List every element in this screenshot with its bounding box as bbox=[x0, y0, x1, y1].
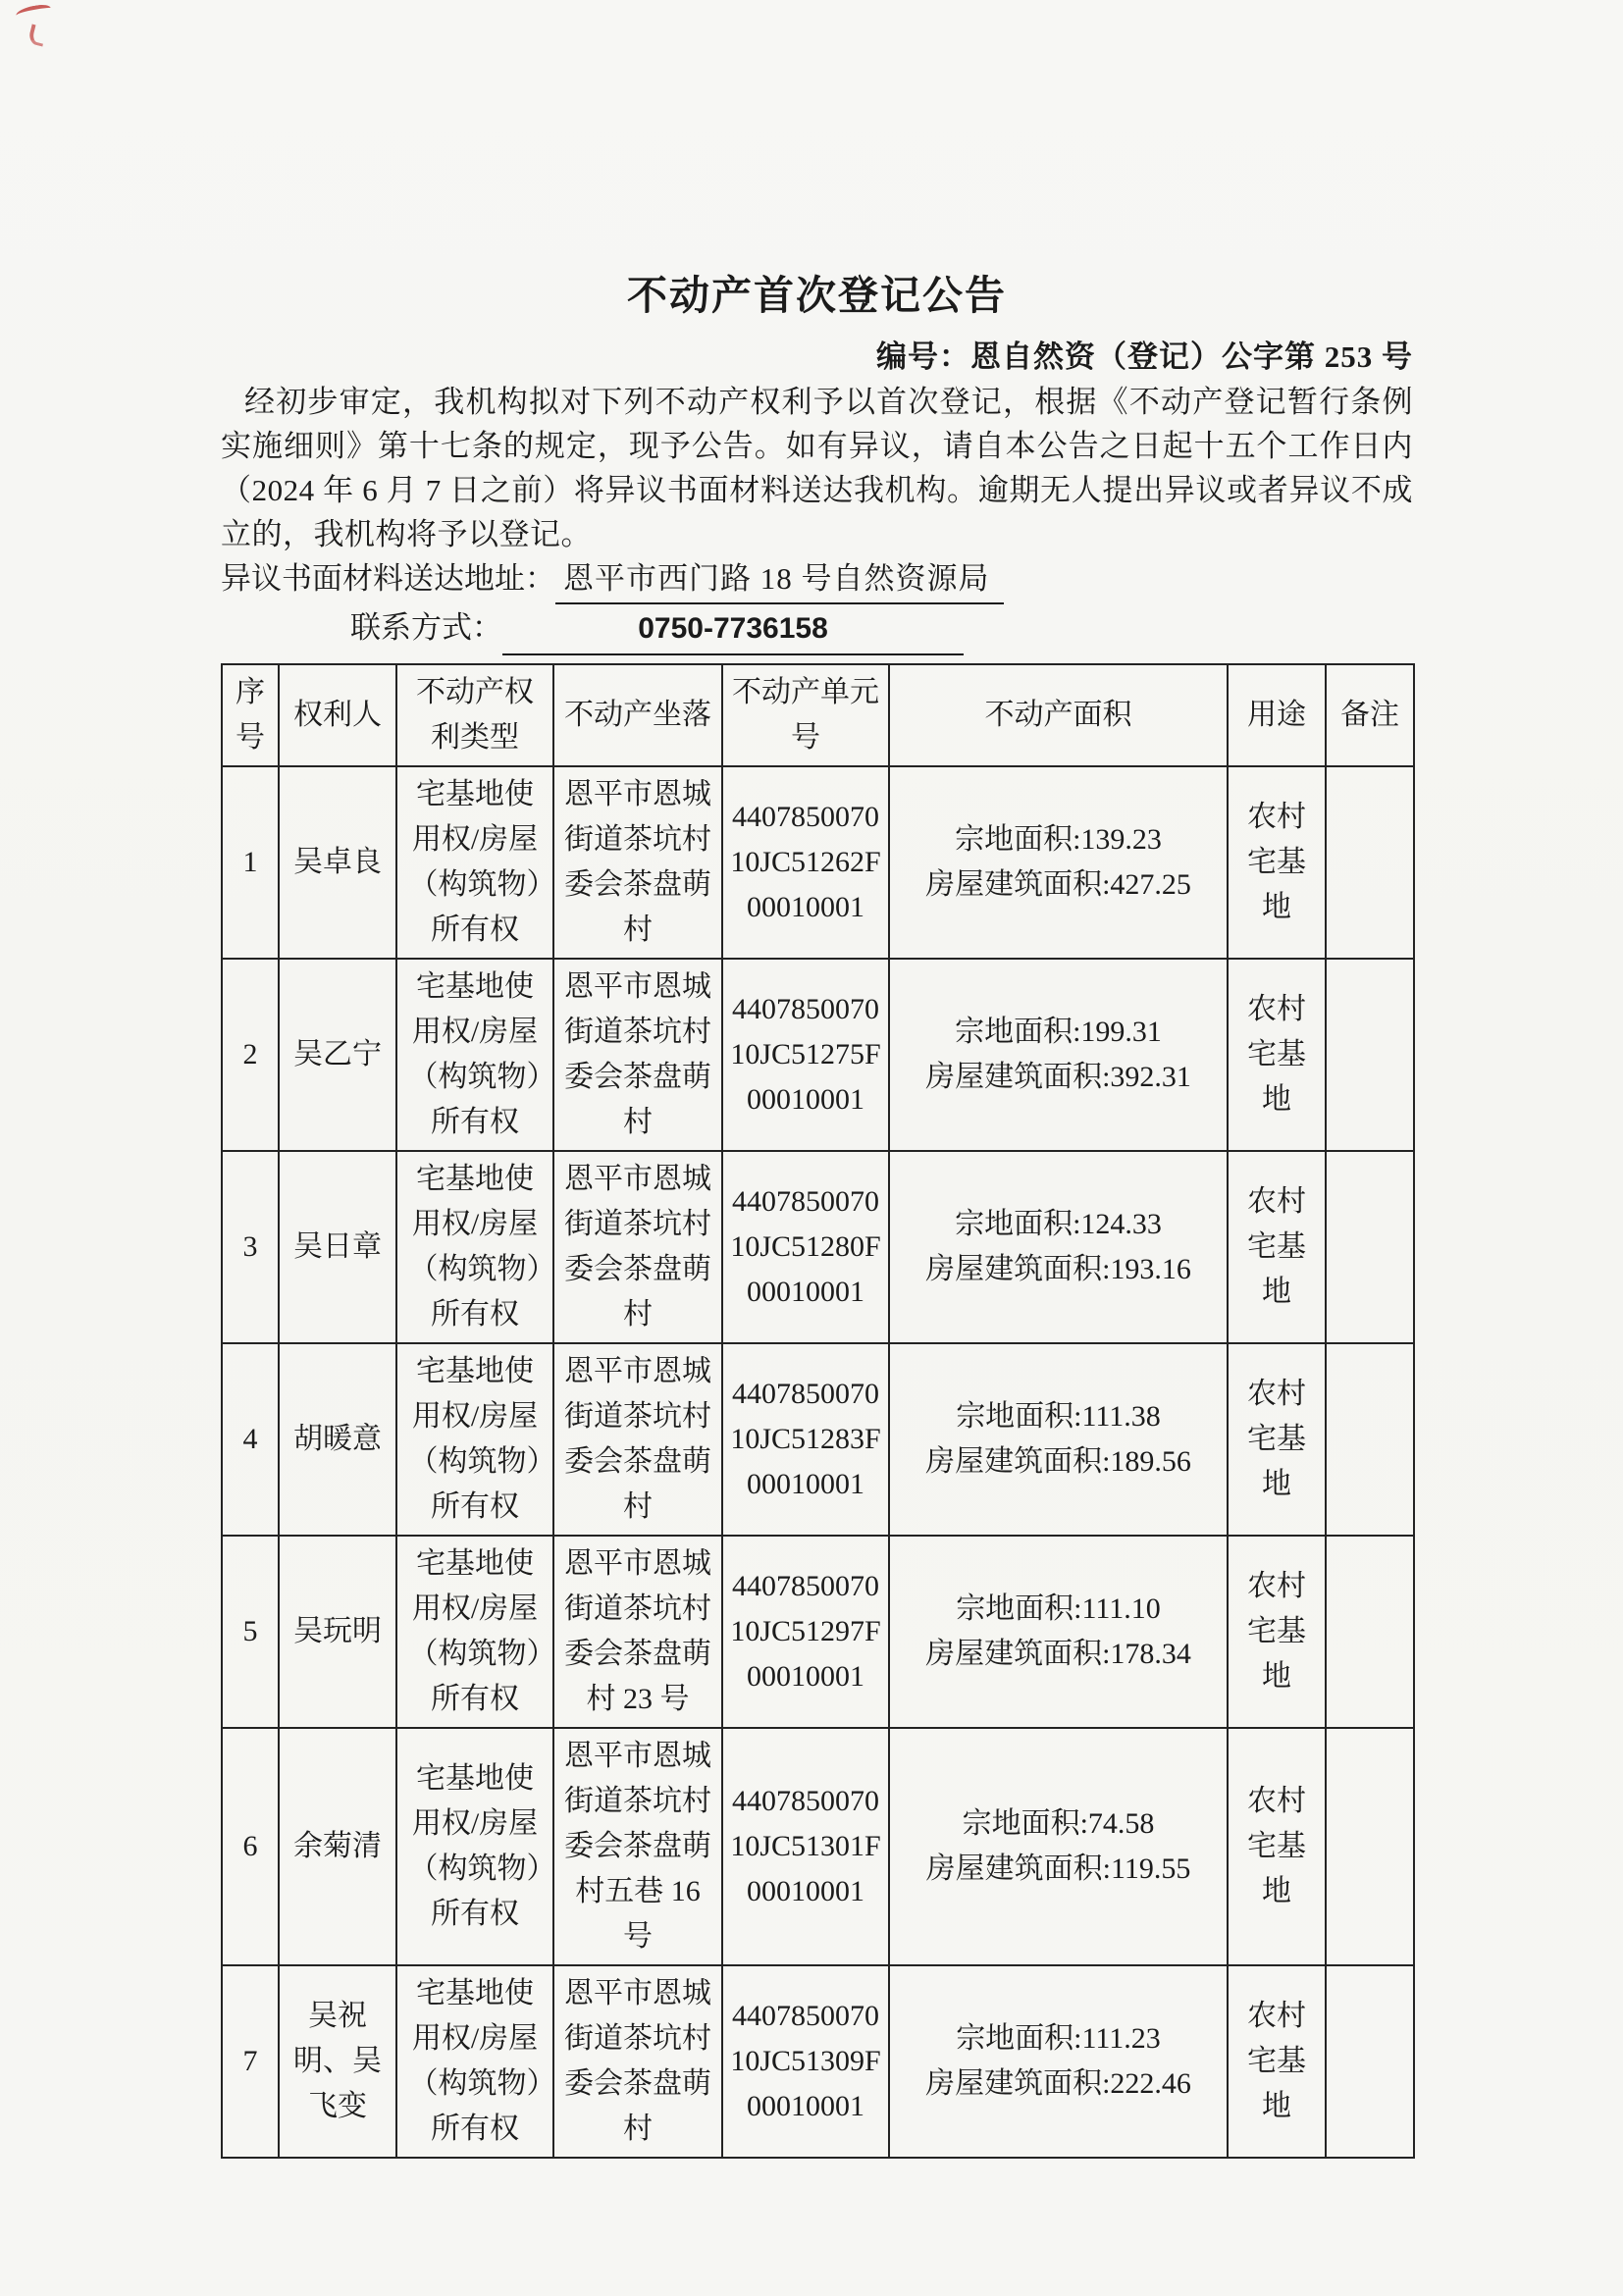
table-row bbox=[222, 1536, 1414, 1728]
seq-cell: 2 bbox=[222, 959, 279, 1151]
location-cell: 恩平市恩城街道茶坑村委会茶盘萌村 bbox=[553, 1151, 722, 1343]
holder-cell: 余菊清 bbox=[279, 1728, 396, 1965]
location-cell: 恩平市恩城街道茶坑村委会茶盘萌村 bbox=[553, 766, 722, 959]
holder-cell: 吴日章 bbox=[279, 1151, 396, 1343]
seq-cell: 6 bbox=[222, 1728, 279, 1965]
document-content bbox=[221, 263, 1413, 2159]
holder-cell: 吴乙宁 bbox=[279, 959, 396, 1151]
col-header-seq: 序号 bbox=[222, 664, 279, 766]
col-header-holder: 权利人 bbox=[279, 664, 396, 766]
holder-cell: 胡暖意 bbox=[279, 1343, 396, 1536]
seq-cell: 4 bbox=[222, 1343, 279, 1536]
land-area: 宗地面积:139.23 bbox=[955, 823, 1162, 856]
remark-cell bbox=[1326, 1343, 1414, 1536]
table-row bbox=[222, 1151, 1414, 1343]
building-area: 房屋建筑面积:189.56 bbox=[925, 1445, 1191, 1478]
usage-cell: 农村宅基地 bbox=[1228, 1343, 1326, 1536]
col-header-right-type: 不动产权利类型 bbox=[396, 664, 553, 766]
table-row bbox=[222, 1965, 1414, 2158]
right-type-cell: 宅基地使用权/房屋（构筑物）所有权 bbox=[396, 766, 553, 959]
right-type-cell: 宅基地使用权/房屋（构筑物）所有权 bbox=[396, 1965, 553, 2158]
remark-cell bbox=[1326, 1151, 1414, 1343]
remark-cell bbox=[1326, 1728, 1414, 1965]
red-pen-artifact bbox=[27, 24, 47, 46]
red-pen-artifact bbox=[15, 3, 51, 20]
contact-label: 联系方式： bbox=[350, 610, 502, 645]
address-label: 异议书面材料送达地址： bbox=[221, 561, 555, 596]
right-type-cell: 宅基地使用权/房屋（构筑物）所有权 bbox=[396, 959, 553, 1151]
land-area: 宗地面积:74.58 bbox=[962, 1807, 1155, 1840]
remark-cell bbox=[1326, 1536, 1414, 1728]
location-cell: 恩平市恩城街道茶坑村委会茶盘萌村五巷 16 号 bbox=[553, 1728, 722, 1965]
doc-number: 编号：恩自然资（登记）公字第 253 号 bbox=[876, 339, 1413, 374]
land-area: 宗地面积:111.10 bbox=[956, 1592, 1161, 1625]
page-title: 不动产首次登记公告 bbox=[627, 273, 1007, 318]
contact-value: 0750-7736158 bbox=[502, 605, 964, 655]
building-area: 房屋建筑面积:392.31 bbox=[925, 1061, 1191, 1093]
unit-number-cell: 440785007010JC51297F00010001 bbox=[722, 1536, 889, 1728]
table-row bbox=[222, 766, 1414, 959]
area-cell bbox=[889, 1728, 1228, 1965]
seq-cell: 3 bbox=[222, 1151, 279, 1343]
location-cell: 恩平市恩城街道茶坑村委会茶盘萌村 bbox=[553, 1343, 722, 1536]
col-header-area: 不动产面积 bbox=[889, 664, 1228, 766]
land-area: 宗地面积:124.33 bbox=[955, 1208, 1162, 1240]
land-area: 宗地面积:111.23 bbox=[956, 2022, 1161, 2055]
location-cell: 恩平市恩城街道茶坑村委会茶盘萌村 23 号 bbox=[553, 1536, 722, 1728]
location-cell: 恩平市恩城街道茶坑村委会茶盘萌村 bbox=[553, 1965, 722, 2158]
table-row bbox=[222, 1343, 1414, 1536]
holder-cell: 吴玩明 bbox=[279, 1536, 396, 1728]
holder-cell: 吴卓良 bbox=[279, 766, 396, 959]
land-area: 宗地面积:199.31 bbox=[955, 1016, 1162, 1048]
unit-number-cell: 440785007010JC51301F00010001 bbox=[722, 1728, 889, 1965]
unit-number-cell: 440785007010JC51283F00010001 bbox=[722, 1343, 889, 1536]
registration-table bbox=[221, 663, 1415, 2159]
table-row bbox=[222, 1728, 1414, 1965]
area-cell bbox=[889, 1151, 1228, 1343]
location-cell: 恩平市恩城街道茶坑村委会茶盘萌村 bbox=[553, 959, 722, 1151]
unit-number-cell: 440785007010JC51309F00010001 bbox=[722, 1965, 889, 2158]
table-row bbox=[222, 959, 1414, 1151]
col-header-remark: 备注 bbox=[1326, 664, 1414, 766]
building-area: 房屋建筑面积:178.34 bbox=[925, 1638, 1191, 1670]
right-type-cell: 宅基地使用权/房屋（构筑物）所有权 bbox=[396, 1728, 553, 1965]
area-cell bbox=[889, 959, 1228, 1151]
land-area: 宗地面积:111.38 bbox=[956, 1400, 1161, 1433]
announcement-paragraph: 经初步审定，我机构拟对下列不动产权利予以首次登记，根据《不动产登记暂行条例实施细则》第十七条的规定，现予公告。如有异议，请自本公告之日起十五个工作日内（2024 年 6 月 7 日之前）将异议书面材料送达我机构。逾期无人提出异议或者异议不成立的，我机构将予以登记。 bbox=[221, 385, 1413, 551]
usage-cell: 农村宅基地 bbox=[1228, 1728, 1326, 1965]
usage-cell: 农村宅基地 bbox=[1228, 1151, 1326, 1343]
area-cell bbox=[889, 1343, 1228, 1536]
seq-cell: 7 bbox=[222, 1965, 279, 2158]
table-body bbox=[222, 766, 1414, 2158]
usage-cell: 农村宅基地 bbox=[1228, 959, 1326, 1151]
building-area: 房屋建筑面积:119.55 bbox=[925, 1852, 1191, 1885]
area-cell bbox=[889, 1536, 1228, 1728]
remark-cell bbox=[1326, 959, 1414, 1151]
seq-cell: 5 bbox=[222, 1536, 279, 1728]
col-header-usage: 用途 bbox=[1228, 664, 1326, 766]
area-cell bbox=[889, 1965, 1228, 2158]
building-area: 房屋建筑面积:222.46 bbox=[925, 2067, 1191, 2100]
right-type-cell: 宅基地使用权/房屋（构筑物）所有权 bbox=[396, 1151, 553, 1343]
usage-cell: 农村宅基地 bbox=[1228, 1536, 1326, 1728]
unit-number-cell: 440785007010JC51280F00010001 bbox=[722, 1151, 889, 1343]
remark-cell bbox=[1326, 1965, 1414, 2158]
building-area: 房屋建筑面积:193.16 bbox=[925, 1253, 1191, 1285]
unit-number-cell: 440785007010JC51262F00010001 bbox=[722, 766, 889, 959]
address-line bbox=[221, 556, 1413, 604]
unit-number-cell: 440785007010JC51275F00010001 bbox=[722, 959, 889, 1151]
seq-cell: 1 bbox=[222, 766, 279, 959]
building-area: 房屋建筑面积:427.25 bbox=[925, 868, 1191, 901]
col-header-location: 不动产坐落 bbox=[553, 664, 722, 766]
address-value: 恩平市西门路 18 号自然资源局 bbox=[555, 556, 1004, 604]
area-cell bbox=[889, 766, 1228, 959]
usage-cell: 农村宅基地 bbox=[1228, 766, 1326, 959]
remark-cell bbox=[1326, 766, 1414, 959]
usage-cell: 农村宅基地 bbox=[1228, 1965, 1326, 2158]
right-type-cell: 宅基地使用权/房屋（构筑物）所有权 bbox=[396, 1536, 553, 1728]
table-header-row bbox=[222, 664, 1414, 766]
col-header-unit-number: 不动产单元号 bbox=[722, 664, 889, 766]
contact-line bbox=[221, 604, 1413, 655]
right-type-cell: 宅基地使用权/房屋（构筑物）所有权 bbox=[396, 1343, 553, 1536]
holder-cell: 吴祝明、吴飞变 bbox=[279, 1965, 396, 2158]
